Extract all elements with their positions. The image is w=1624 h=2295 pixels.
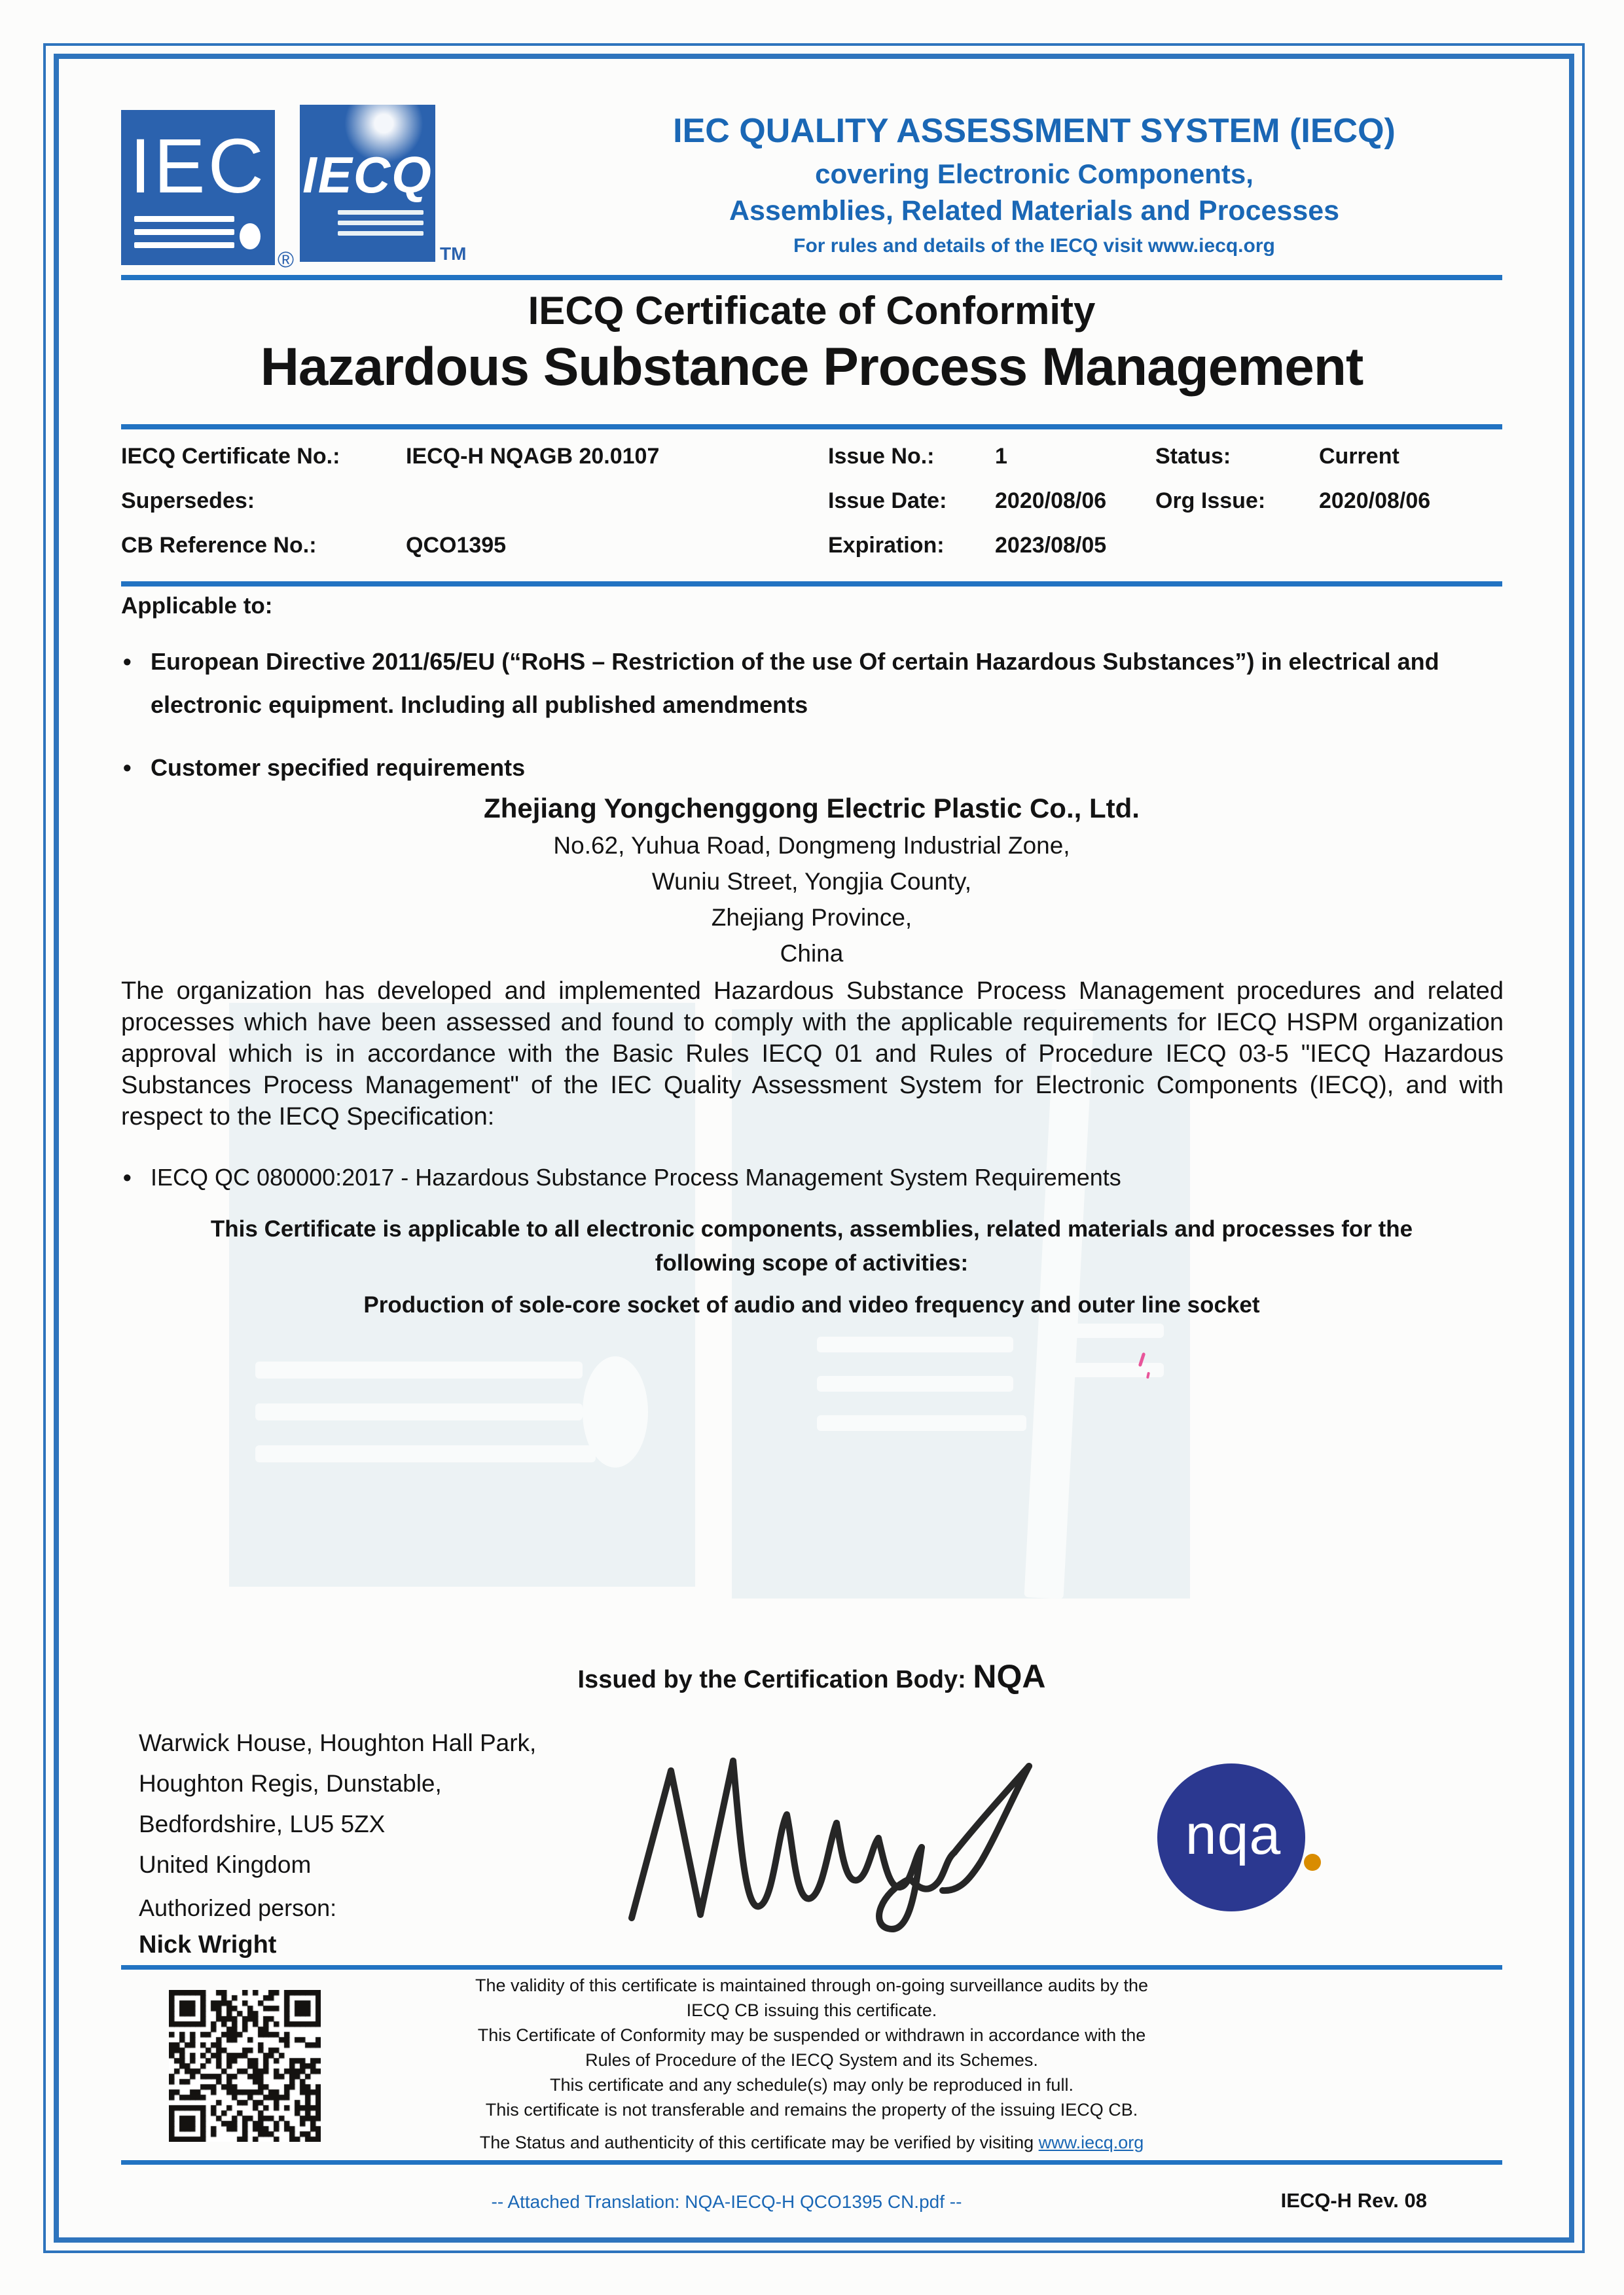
divider-rule-2 <box>121 424 1502 429</box>
iecq-logo <box>300 105 435 262</box>
header-subtitle-2: Assemblies, Related Materials and Processes <box>729 195 1340 226</box>
attached-translation-note[interactable]: -- Attached Translation: NQA-IECQ-H QCO1395 CN.pdf -- <box>491 2192 962 2212</box>
table-row <box>121 533 1502 577</box>
divider-rule-1 <box>121 275 1502 280</box>
organization-address-line: Zhejiang Province, <box>711 904 912 931</box>
cb-address-line: United Kingdom <box>139 1851 312 1878</box>
fine-print-line: The validity of this certificate is maintained through on-going surveillance audits by the <box>475 1976 1149 1995</box>
iecq-website-link[interactable]: www.iecq.org <box>1038 2133 1144 2152</box>
expiration-value: 2023/08/05 <box>995 533 1107 558</box>
iec-logo-text: IEC <box>130 123 266 209</box>
iecq-logo-text: IECQ <box>302 146 433 204</box>
conformity-statement: The organization has developed and implemented Hazardous Substance Process Management procedures and related processes which have been assessed and found to comply with the applicable requirements for IECQ HSPM organization approval which is in accordance with the Basic Rules IECQ 01 and Rules of Procedure IECQ 03-5 "IECQ Hazardous Substances Process Management" of the IEC Quality Assessment System for Electronic Components (IECQ), and with respect to the IECQ Specification: <box>121 977 1504 1130</box>
divider-rule-4 <box>121 1965 1502 1970</box>
iec-logo-bars <box>134 209 234 248</box>
organization-name: Zhejiang Yongchenggong Electric Plastic Co., Ltd. <box>484 793 1140 823</box>
status-label: Status: <box>1155 444 1231 469</box>
authorized-person-name: Nick Wright <box>139 1931 277 1959</box>
organization-address-line: Wuniu Street, Yongjia County, <box>651 868 972 895</box>
iecq-logo-bars <box>338 204 424 236</box>
org-issue-value: 2020/08/06 <box>1319 488 1431 513</box>
specification-item: • IECQ QC 080000:2017 - Hazardous Substance Process Management System Requirements <box>151 1164 1486 1191</box>
fine-print-line <box>121 2130 1502 2155</box>
certificate-subject: Hazardous Substance Process Management <box>260 337 1363 397</box>
organization-address-line: No.62, Yuhua Road, Dongmeng Industrial Zone, <box>553 832 1070 859</box>
fine-print-line: This certificate is not transferable and remains the property of the issuing IECQ CB. <box>485 2100 1138 2120</box>
nqa-logo-text: nqa <box>1185 1803 1282 1866</box>
scope-intro: This Certificate is applicable to all electronic components, assemblies, related materials and processes for the following scope of activities: <box>210 1216 1413 1276</box>
certification-body-address <box>139 1723 536 1885</box>
issue-no-value: 1 <box>995 444 1007 469</box>
cb-address-line: Warwick House, Houghton Hall Park, <box>139 1729 537 1756</box>
list-item: • Customer specified requirements <box>151 746 1486 789</box>
registered-trademark-symbol: ® <box>278 247 295 272</box>
list-item: • European Directive 2011/65/EU (“RoHS – Restriction of the use Of certain Hazardous Substances”) in electrical and electronic equipment. Including all published amendments <box>151 640 1486 727</box>
verification-text: The Status and authenticity of this certificate may be verified by visiting <box>479 2133 1039 2152</box>
applicable-to-heading: Applicable to: <box>121 593 273 619</box>
fine-print-line: This Certificate of Conformity may be suspended or withdrawn in accordance with the <box>477 2025 1146 2045</box>
cb-reference-value: QCO1395 <box>406 533 507 558</box>
fine-print-block <box>121 1973 1502 2155</box>
cb-address-line: Houghton Regis, Dunstable, <box>139 1770 442 1797</box>
revision-label: IECQ-H Rev. 08 <box>1280 2189 1427 2212</box>
iec-logo-dot <box>240 223 261 249</box>
divider-rule-5 <box>121 2160 1502 2165</box>
header-text-block <box>543 110 1525 261</box>
org-issue-label: Org Issue: <box>1155 488 1266 513</box>
trademark-symbol: TM <box>440 244 467 264</box>
nqa-logo <box>1157 1763 1305 1911</box>
status-value: Current <box>1319 444 1399 469</box>
issued-by-label: Issued by the Certification Body: <box>577 1666 966 1693</box>
issued-by-line <box>121 1657 1502 1695</box>
header-subtitle-1: covering Electronic Components, <box>815 158 1254 189</box>
organization-block <box>121 789 1502 971</box>
table-row <box>121 444 1502 488</box>
table-row <box>121 488 1502 533</box>
supersedes-label: Supersedes: <box>121 488 255 513</box>
fine-print-line: Rules of Procedure of the IECQ System and its Schemes. <box>585 2050 1038 2070</box>
fine-print-line: IECQ CB issuing this certificate. <box>686 2000 937 2020</box>
nqa-logo-orange-dot <box>1304 1854 1321 1871</box>
qr-code <box>169 1990 321 2142</box>
issue-date-label: Issue Date: <box>828 488 947 513</box>
fine-print-line: This certificate and any schedule(s) may only be reproduced in full. <box>550 2075 1074 2095</box>
issue-no-label: Issue No.: <box>828 444 935 469</box>
signature <box>602 1722 1047 1938</box>
certificate-info-table <box>121 444 1502 577</box>
authorized-person-label: Authorized person: <box>139 1894 337 1921</box>
iec-logo <box>121 110 275 265</box>
certificate-title: IECQ Certificate of Conformity <box>528 289 1096 333</box>
cb-reference-label: CB Reference No.: <box>121 533 317 558</box>
scope-activity: Production of sole-core socket of audio and video frequency and outer line socket <box>363 1292 1260 1318</box>
divider-rule-3 <box>121 581 1502 587</box>
issue-date-value: 2020/08/06 <box>995 488 1107 513</box>
applicable-to-list <box>151 640 1486 809</box>
cb-address-line: Bedfordshire, LU5 5ZX <box>139 1811 386 1837</box>
header-rules-note: For rules and details of the IECQ visit www.iecq.org <box>793 235 1275 257</box>
cert-no-label: IECQ Certificate No.: <box>121 444 340 469</box>
certification-body-name: NQA <box>973 1658 1046 1695</box>
organization-address-line: China <box>780 940 844 967</box>
cert-no-value: IECQ-H NQAGB 20.0107 <box>406 444 660 469</box>
expiration-label: Expiration: <box>828 533 945 558</box>
header-title: IEC QUALITY ASSESSMENT SYSTEM (IECQ) <box>673 112 1396 150</box>
